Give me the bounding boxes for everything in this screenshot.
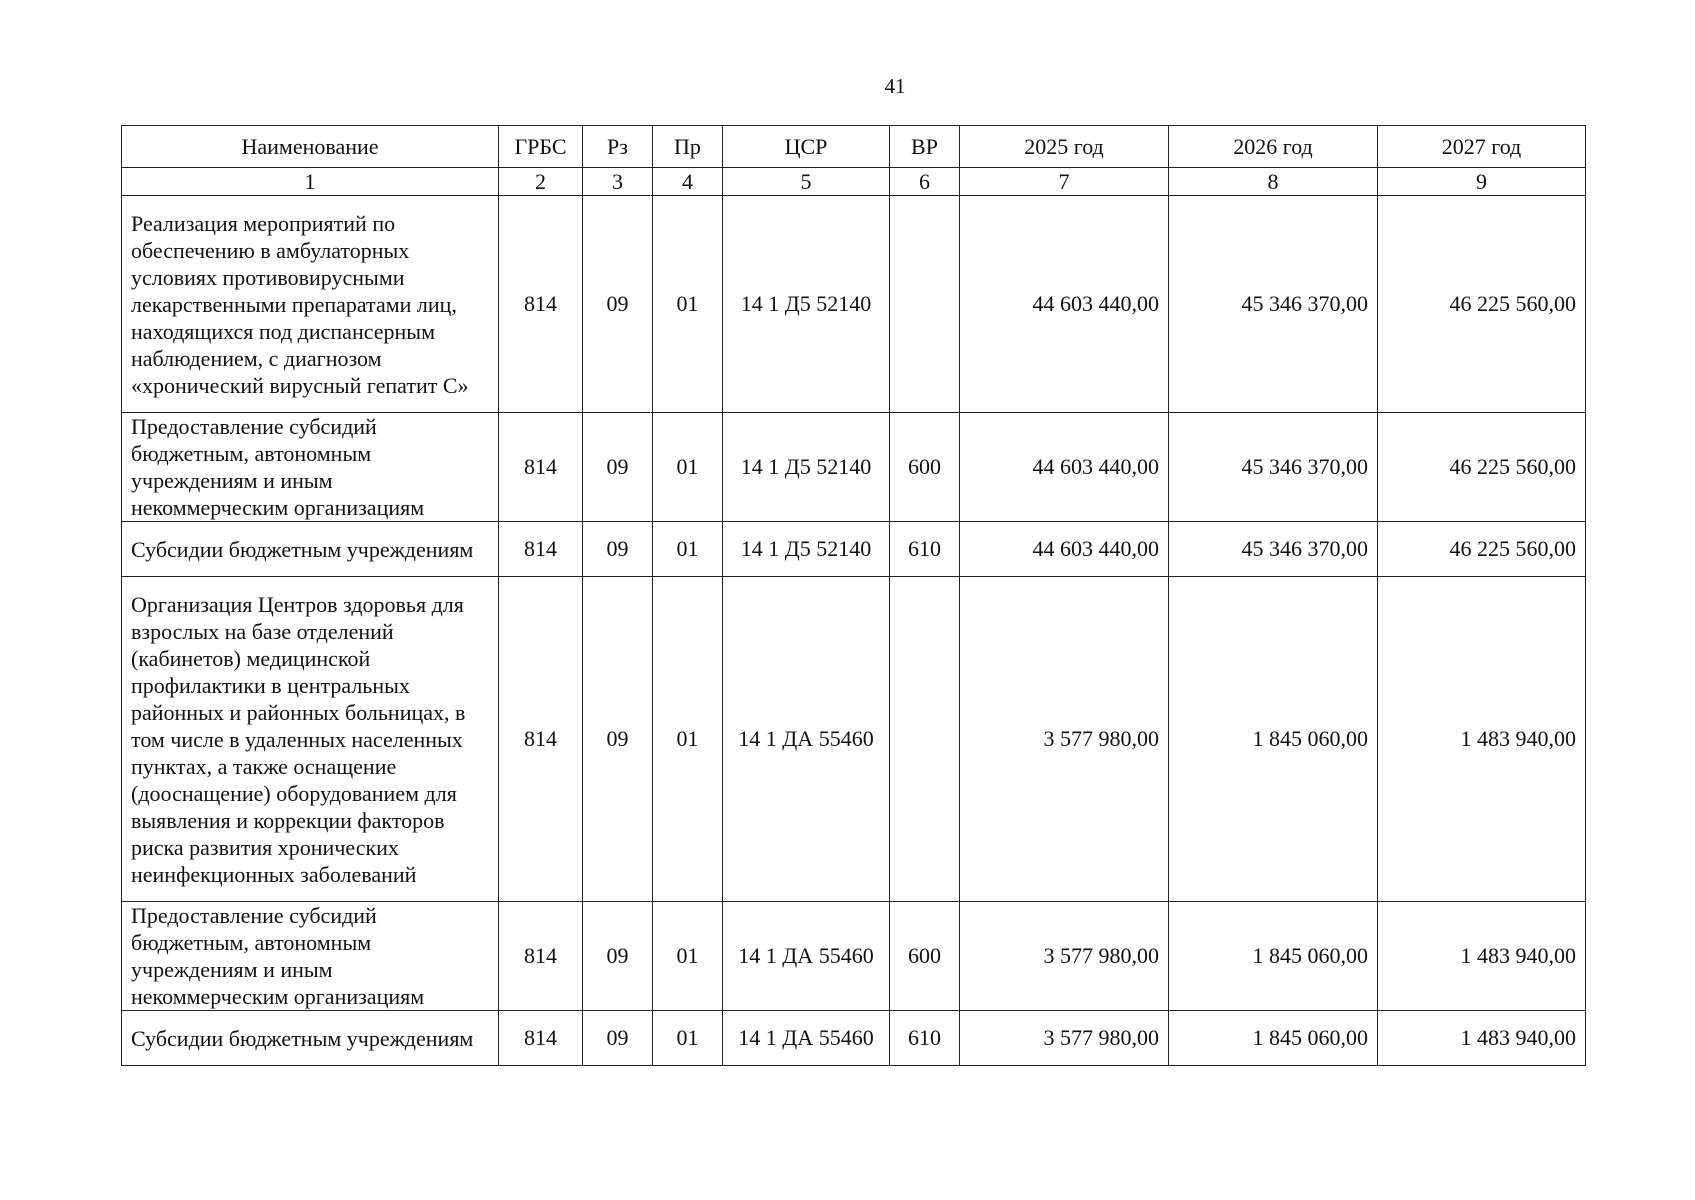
header-rz: Рз <box>583 126 653 168</box>
row-2027: 1 483 940,00 <box>1378 1011 1586 1066</box>
row-2027: 1 483 940,00 <box>1378 902 1586 1011</box>
column-number: 1 <box>122 168 499 196</box>
row-rz: 09 <box>583 577 653 902</box>
row-2026: 1 845 060,00 <box>1169 1011 1378 1066</box>
row-csr: 14 1 Д5 52140 <box>723 522 890 577</box>
row-pr: 01 <box>653 577 723 902</box>
row-2026: 45 346 370,00 <box>1169 413 1378 522</box>
column-number: 5 <box>723 168 890 196</box>
column-number: 2 <box>499 168 583 196</box>
row-name: Организация Центров здоровья для взрослых на базе отделений (кабинетов) медицинской профилактики в центральных районных и районных больницах, в том числе в удаленных населенных пунктах, а также оснащение (дооснащение) оборудованием для выявления и коррекции факторов риска развития хронических неинфекционных заболеваний <box>122 577 499 902</box>
row-name: Субсидии бюджетным учреждениям <box>122 522 499 577</box>
row-name: Предоставление субсидий бюджетным, автономным учреждениям и иным некоммерческим организациям <box>122 413 499 522</box>
header-grbs: ГРБС <box>499 126 583 168</box>
row-pr: 01 <box>653 902 723 1011</box>
row-vr <box>890 577 960 902</box>
column-number: 7 <box>960 168 1169 196</box>
row-2025: 44 603 440,00 <box>960 196 1169 413</box>
row-grbs: 814 <box>499 413 583 522</box>
row-rz: 09 <box>583 1011 653 1066</box>
row-2026: 1 845 060,00 <box>1169 577 1378 902</box>
column-number-row <box>122 168 1586 196</box>
header-vr: ВР <box>890 126 960 168</box>
row-pr: 01 <box>653 413 723 522</box>
row-name: Реализация мероприятий по обеспечению в амбулаторных условиях противовирусными лекарственными препаратами лиц, находящихся под диспансерным наблюдением, с диагнозом «хронический вирусный гепатит С» <box>122 196 499 413</box>
row-2026: 45 346 370,00 <box>1169 522 1378 577</box>
row-2025: 3 577 980,00 <box>960 902 1169 1011</box>
row-rz: 09 <box>583 196 653 413</box>
row-2025: 3 577 980,00 <box>960 1011 1169 1066</box>
budget-table <box>121 125 1586 1066</box>
row-csr: 14 1 ДА 55460 <box>723 902 890 1011</box>
table-row <box>122 577 1586 902</box>
row-pr: 01 <box>653 522 723 577</box>
row-2026: 45 346 370,00 <box>1169 196 1378 413</box>
header-row <box>122 126 1586 168</box>
header-pr: Пр <box>653 126 723 168</box>
row-csr: 14 1 ДА 55460 <box>723 1011 890 1066</box>
row-2027: 1 483 940,00 <box>1378 577 1586 902</box>
row-grbs: 814 <box>499 1011 583 1066</box>
column-number: 6 <box>890 168 960 196</box>
row-name: Субсидии бюджетным учреждениям <box>122 1011 499 1066</box>
row-vr: 610 <box>890 522 960 577</box>
row-pr: 01 <box>653 1011 723 1066</box>
column-number: 8 <box>1169 168 1378 196</box>
row-name: Предоставление субсидий бюджетным, автономным учреждениям и иным некоммерческим организациям <box>122 902 499 1011</box>
column-number: 4 <box>653 168 723 196</box>
row-2027: 46 225 560,00 <box>1378 522 1586 577</box>
row-vr: 610 <box>890 1011 960 1066</box>
header-2025: 2025 год <box>960 126 1169 168</box>
table-row <box>122 522 1586 577</box>
row-pr: 01 <box>653 196 723 413</box>
row-2025: 3 577 980,00 <box>960 577 1169 902</box>
header-2027: 2027 год <box>1378 126 1586 168</box>
row-csr: 14 1 ДА 55460 <box>723 577 890 902</box>
row-grbs: 814 <box>499 577 583 902</box>
row-grbs: 814 <box>499 902 583 1011</box>
row-2026: 1 845 060,00 <box>1169 902 1378 1011</box>
header-name: Наименование <box>122 126 499 168</box>
table-row <box>122 413 1586 522</box>
column-number: 3 <box>583 168 653 196</box>
row-vr: 600 <box>890 413 960 522</box>
row-csr: 14 1 Д5 52140 <box>723 196 890 413</box>
table-row <box>122 196 1586 413</box>
column-number: 9 <box>1378 168 1586 196</box>
row-2027: 46 225 560,00 <box>1378 413 1586 522</box>
row-vr <box>890 196 960 413</box>
row-grbs: 814 <box>499 522 583 577</box>
page-number: 41 <box>884 74 906 98</box>
row-rz: 09 <box>583 522 653 577</box>
row-csr: 14 1 Д5 52140 <box>723 413 890 522</box>
table-row <box>122 1011 1586 1066</box>
row-grbs: 814 <box>499 196 583 413</box>
row-vr: 600 <box>890 902 960 1011</box>
row-2025: 44 603 440,00 <box>960 522 1169 577</box>
header-2026: 2026 год <box>1169 126 1378 168</box>
table-row <box>122 902 1586 1011</box>
row-rz: 09 <box>583 413 653 522</box>
row-2027: 46 225 560,00 <box>1378 196 1586 413</box>
row-rz: 09 <box>583 902 653 1011</box>
row-2025: 44 603 440,00 <box>960 413 1169 522</box>
header-csr: ЦСР <box>723 126 890 168</box>
